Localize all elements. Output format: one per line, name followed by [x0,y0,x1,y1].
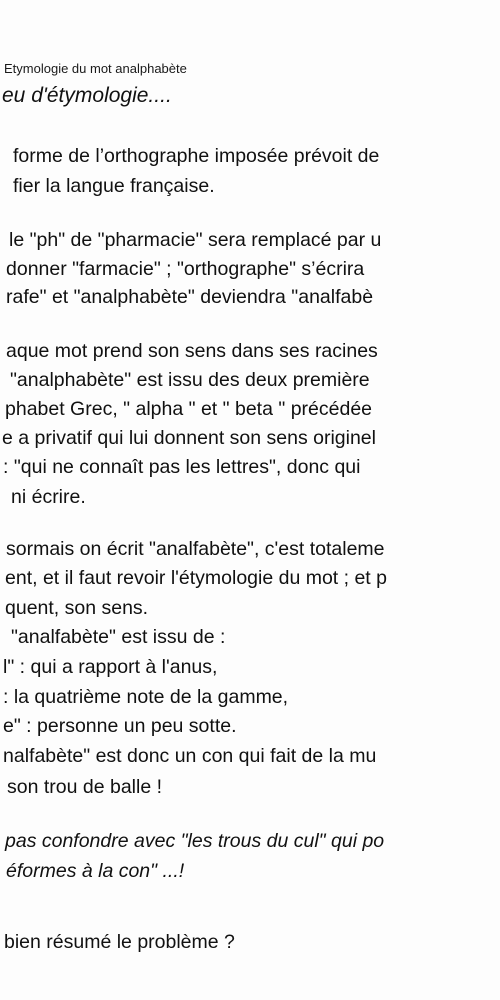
text-line: l" : qui a rapport à l'anus, [3,656,218,678]
document-header: Etymologie du mot analphabète [4,61,187,76]
text-line: éformes à la con" ...! [6,860,185,882]
text-line: nalfabète" est donc un con qui fait de la mu [3,745,377,767]
text-line: sormais on écrit "analfabète", c'est totaleme [6,538,385,560]
text-line: fier la langue française. [13,175,215,197]
text-line: bien résumé le problème ? [4,931,235,953]
text-line: "analphabète" est issu des deux première [10,369,370,391]
text-line: rafe" et "analphabète" deviendra "analfabè [6,286,374,308]
document-subtitle: eu d'étymologie.... [2,84,172,107]
text-line: e a privatif qui lui donnent son sens originel [2,427,376,449]
text-line: donner "farmacie" ; "orthographe" s’écrira [6,258,365,280]
text-line: : la quatrième note de la gamme, [3,686,289,708]
text-line: phabet Grec, " alpha " et " beta " précédée [5,398,373,420]
text-line: pas confondre avec "les trous du cul" qui po [5,830,385,852]
text-line: : "qui ne connaît pas les lettres", donc qui [3,456,361,478]
text-line: forme de l’orthographe imposée prévoit de [13,145,380,167]
text-line: "analfabète" est issu de : [11,626,226,648]
text-line: e" : personne un peu sotte. [3,715,237,737]
text-line: ni écrire. [11,486,86,508]
text-line: ent, et il faut revoir l'étymologie du mot ; et p [5,567,387,589]
text-line: quent, son sens. [5,597,149,619]
text-line: son trou de balle ! [7,776,163,798]
text-line: aque mot prend son sens dans ses racines [6,340,378,362]
text-line: le "ph" de "pharmacie" sera remplacé par u [9,229,382,251]
